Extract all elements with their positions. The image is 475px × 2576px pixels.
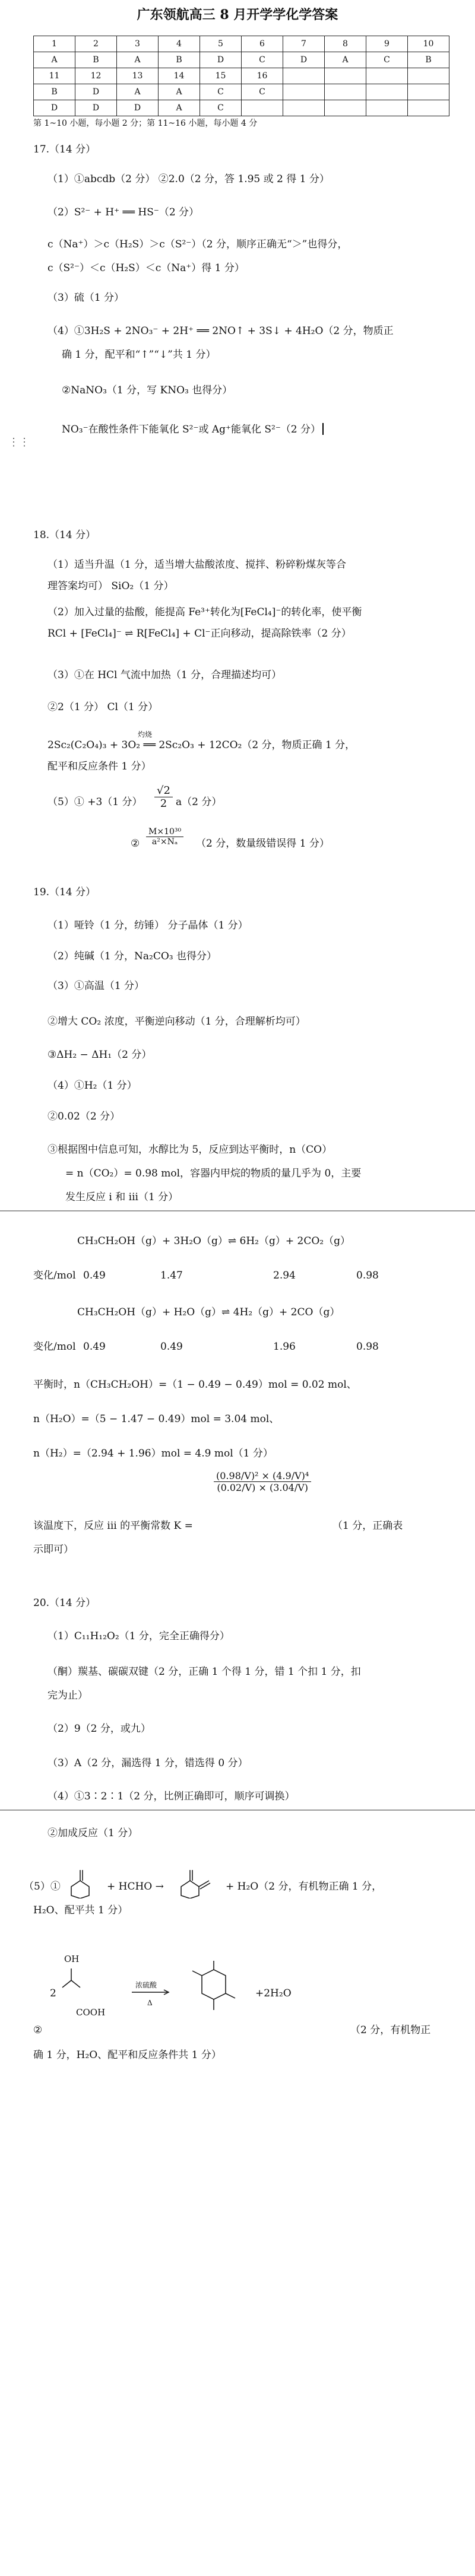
answer-table-cell: 7: [283, 36, 325, 52]
page-title: 广东领航高三 8 月开学学化学答案: [137, 7, 338, 23]
equation-value: 0.98: [356, 1341, 379, 1353]
carboxyl-label: COOH: [76, 2007, 106, 2018]
answer-table-cell: [366, 68, 408, 84]
answer-table-cell: 10: [408, 36, 449, 52]
answer-table-cell: 5: [200, 36, 242, 52]
answer-table-cell: B: [408, 52, 449, 68]
q20-line: + HCHO →: [107, 1881, 164, 1893]
q19-line: ③ΔH₂ − ΔH₁（2 分）: [48, 1049, 152, 1061]
q20-line: H₂O、配平共 1 分）: [33, 1904, 128, 1916]
q20-line: + H₂O（2 分，有机物正确 1 分，: [226, 1881, 382, 1893]
answer-table-cell: [366, 84, 408, 100]
answer-table-cell: [325, 100, 366, 116]
answer-table-cell: 3: [117, 36, 159, 52]
q17-header: 17.（14 分）: [33, 144, 96, 155]
answer-table-cell: 14: [159, 68, 200, 84]
q19-line: ②0.02（2 分）: [48, 1111, 121, 1122]
answer-table-cell: [366, 100, 408, 116]
equation-value: 2.94: [273, 1270, 296, 1281]
answer-table-cell: D: [117, 100, 159, 116]
answer-table-cell: 15: [200, 68, 242, 84]
q17-line: c（Na⁺）＞c（H₂S）＞c（S²⁻）（2 分，顺序正确无“＞”也得分，: [48, 238, 348, 250]
answer-table-cell: C: [242, 84, 283, 100]
q19-line: （1 分，正确表: [332, 1520, 403, 1532]
q17-line: c（S²⁻）＜c（H₂S）＜c（Na⁺）得 1 分）: [48, 262, 245, 274]
answer-table-cell: [408, 68, 449, 84]
reaction-arrow-icon: [131, 1989, 172, 1996]
equation-value: 0.49: [160, 1341, 183, 1353]
answer-table-cell: A: [159, 84, 200, 100]
equation-1-label: 变化/mol: [33, 1270, 76, 1281]
q17-line: （4）①3H₂S + 2NO₃⁻ + 2H⁺ ══ 2NO↑ + 3S↓ + 4H₂O（2 分，物质正: [48, 325, 394, 337]
reaction-condition: Δ: [147, 1999, 153, 2007]
q18-line: （2）加入过量的盐酸，能提高 Fe³⁺转化为[FeCl₄]⁻的转化率，使平衡: [48, 606, 362, 618]
equation-1: CH₃CH₂OH（g）+ 3H₂O（g）⇌ 6H₂（g）+ 2CO₂（g）: [77, 1235, 350, 1247]
answer-table-cell: B: [159, 52, 200, 68]
answer-table-cell: [283, 84, 325, 100]
equation-value: 1.47: [160, 1270, 183, 1281]
answer-table-cell: 2: [75, 36, 117, 52]
q17-line: ②NaNO₃（1 分，写 KNO₃ 也得分）: [62, 384, 233, 396]
answer-table-cell: D: [34, 100, 75, 116]
answer-table-cell: A: [325, 52, 366, 68]
q20-line: 确 1 分，H₂O、配平和反应条件共 1 分）: [33, 2049, 221, 2061]
answer-table-cell: 4: [159, 36, 200, 52]
sqrt-fraction: $\frac{√2}{2}$: [154, 784, 173, 810]
answer-table-cell: C: [366, 52, 408, 68]
q19-header: 19.（14 分）: [33, 886, 96, 898]
answer-table-cell: [283, 100, 325, 116]
q18-line: RCl + [FeCl₄]⁻ ⇌ R[FeCl₄] + Cl⁻正向移动，提高除铁率（2 分）: [48, 628, 352, 640]
q19-line: 该温度下，反应 iii 的平衡常数 K =: [33, 1520, 193, 1532]
q19-line: （3）①高温（1 分）: [48, 980, 145, 992]
answer-table-cell: C: [200, 100, 242, 116]
q19-line: （1）哑铃（1 分，纺锤） 分子晶体（1 分）: [48, 920, 248, 931]
answer-table-cell: A: [117, 84, 159, 100]
answer-table-cell: 13: [117, 68, 159, 84]
q19-line: n（H₂）=（2.94 + 1.96）mol = 4.9 mol（1 分）: [33, 1448, 273, 1459]
q18-line: a（2 分）: [176, 796, 222, 808]
q20-line: （5）①: [24, 1881, 61, 1893]
answer-table-row: [34, 100, 449, 116]
q19-line: 示即可）: [33, 1544, 74, 1556]
q18-line: （1）适当升温（1 分，适当增大盐酸浓度、搅拌、粉碎粉煤灰等合: [48, 559, 347, 571]
equation-value: 0.98: [356, 1270, 379, 1281]
page-separator: [0, 1210, 475, 1211]
answer-table-cell: 6: [242, 36, 283, 52]
answer-table-cell: [283, 68, 325, 84]
q18-line: （2 分，数量级错误得 1 分）: [196, 838, 330, 850]
answer-table-cell: [242, 100, 283, 116]
q20-line: （酮）羰基、碳碳双键（2 分，正确 1 个得 1 分，错 1 个扣 1 分，扣: [48, 1666, 361, 1678]
q18-line: 配平和反应条件 1 分）: [48, 761, 151, 772]
q19-line: 平衡时，n（CH₃CH₂OH）=（1 − 0.49 − 0.49）mol = 0.02 mol、: [33, 1379, 357, 1391]
answer-table-cell: 9: [366, 36, 408, 52]
equation-value: 0.49: [83, 1270, 106, 1281]
text-cursor: [322, 423, 324, 435]
answer-table-cell: A: [117, 52, 159, 68]
equilibrium-constant-fraction: $\frac{\text{(0.98/V)² × (4.9/V)⁴}}{(0.02/V) \times (3.04/V)}$: [214, 1470, 311, 1493]
q19-line: 发生反应 i 和 iii（1 分）: [65, 1191, 179, 1203]
equation-value: 1.96: [273, 1341, 296, 1353]
q20-line: （3）A（2 分，漏选得 1 分，错选得 0 分）: [48, 1757, 248, 1769]
q17-line-editing[interactable]: NO₃⁻在酸性条件下能氧化 S²⁻或 Ag⁺能氧化 S²⁻（2 分）: [62, 422, 324, 437]
scoring-note: 第 1~10 小题，每小题 2 分；第 11~16 小题，每小题 4 分: [33, 119, 258, 128]
answer-table-cell: D: [200, 52, 242, 68]
answer-table-cell: C: [200, 84, 242, 100]
reaction-condition: 浓硫酸: [135, 1981, 157, 1989]
q18-line: 理答案均可） SiO₂（1 分）: [48, 580, 174, 592]
q17-line: 确 1 分，配平和“↑”“↓”共 1 分）: [62, 349, 216, 361]
q20-line: 完为止）: [48, 1690, 88, 1702]
answer-table-cell: A: [159, 100, 200, 116]
answer-table: [33, 36, 449, 116]
q20-line: ②加成反应（1 分）: [48, 1827, 138, 1839]
q18-line: ②2（1 分） Cl（1 分）: [48, 701, 159, 713]
q18-line: 2Sc₂(C₂O₄)₃ + 3O₂ ══ 2Sc₂O₃ + 12CO₂（2 分，物质正确 1 分，: [48, 739, 356, 751]
q20-line: +2H₂O: [255, 1987, 292, 1999]
density-fraction: $\frac{\text{M×10³⁰}}{\text{a²×Nₐ}}$: [146, 827, 183, 847]
answer-table-row: [34, 68, 449, 84]
q18-line: ②: [131, 838, 140, 850]
answer-table-cell: D: [75, 84, 117, 100]
q20-line: （2）9（2 分，或九）: [48, 1723, 151, 1735]
q19-line: ②增大 CO₂ 浓度，平衡逆向移动（1 分，合理解析均可）: [48, 1016, 306, 1028]
answer-table-cell: C: [242, 52, 283, 68]
q19-line: （2）纯碱（1 分，Na₂CO₃ 也得分）: [48, 950, 217, 962]
answer-table-cell: 16: [242, 68, 283, 84]
answer-table-cell: [325, 68, 366, 84]
q17-line: （3）硫（1 分）: [48, 292, 125, 304]
q19-line: = n（CO₂）= 0.98 mol，容器内甲烷的物质的量几乎为 0，主要: [65, 1168, 362, 1179]
equation-value: 0.49: [83, 1341, 106, 1353]
answer-table-cell: B: [34, 84, 75, 100]
reaction-condition: 灼烧: [138, 730, 153, 739]
enone-product-structure: [172, 1863, 220, 1898]
q18-header: 18.（14 分）: [33, 529, 96, 541]
equation-2: CH₃CH₂OH（g）+ H₂O（g）⇌ 4H₂（g）+ 2CO（g）: [77, 1306, 340, 1318]
q19-line: （4）①H₂（1 分）: [48, 1080, 137, 1092]
answer-table-cell: D: [75, 100, 117, 116]
answer-table-row: [34, 52, 449, 68]
cyclohexanone-structure: [59, 1863, 101, 1898]
answer-table-cell: [408, 100, 449, 116]
answer-table-cell: [408, 84, 449, 100]
answer-table-row: [34, 84, 449, 100]
q20-line: （2 分，有机物正: [350, 2024, 431, 2036]
answer-table-cell: 8: [325, 36, 366, 52]
drag-handle-icon[interactable]: ⋮⋮: [8, 436, 30, 449]
lactide-structure: [178, 1958, 249, 2017]
q17-line: （1）①abcdb（2 分） ②2.0（2 分，答 1.95 或 2 得 1 分）: [48, 173, 330, 185]
answer-table-cell: [325, 84, 366, 100]
q19-line: n（H₂O）=（5 − 1.47 − 0.49）mol = 3.04 mol、: [33, 1413, 280, 1425]
q20-line: ②: [33, 2024, 43, 2036]
equation-2-label: 变化/mol: [33, 1341, 76, 1353]
answer-table-cell: B: [75, 52, 117, 68]
q20-line: （1）C₁₁H₁₂O₂（1 分，完全正确得分）: [48, 1630, 230, 1642]
answer-table-cell: A: [34, 52, 75, 68]
lactic-acid-structure: [59, 1964, 95, 1993]
answer-table-cell: 12: [75, 68, 117, 84]
page-separator: [0, 1809, 475, 1811]
answer-table-cell: 11: [34, 68, 75, 84]
answer-table-row: [34, 36, 449, 52]
answer-table-cell: D: [283, 52, 325, 68]
q17-line: （2）S²⁻ + H⁺ ══ HS⁻（2 分）: [48, 206, 200, 218]
q18-line: （5）① +3（1 分）: [48, 796, 142, 808]
coefficient: 2: [50, 1987, 56, 1999]
q20-line: （4）①3∶2∶1（2 分，比例正确即可，顺序可调换）: [48, 1791, 295, 1802]
q20-header: 20.（14 分）: [33, 1597, 96, 1609]
hydroxyl-label: OH: [64, 1954, 80, 1964]
q19-line: ③根据图中信息可知，水醇比为 5，反应到达平衡时，n（CO）: [48, 1144, 332, 1156]
answer-table-cell: 1: [34, 36, 75, 52]
q18-line: （3）①在 HCl 气流中加热（1 分，合理描述均可）: [48, 669, 282, 681]
